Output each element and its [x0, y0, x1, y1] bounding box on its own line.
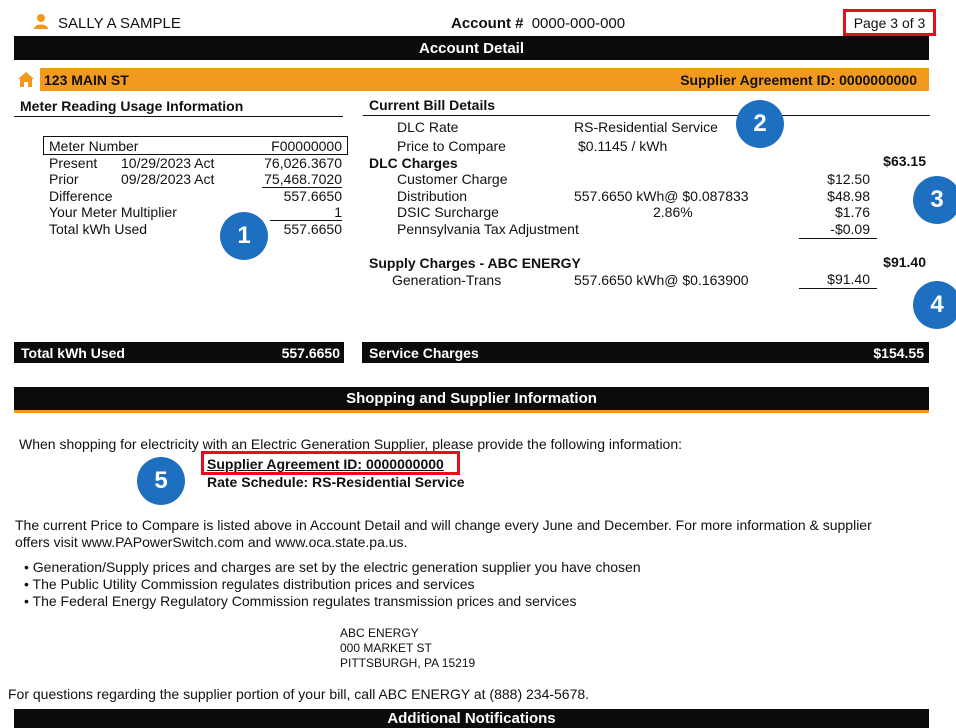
supply-charges-total: $91.40 — [883, 254, 926, 270]
shopping-bar — [14, 387, 929, 410]
meter-present-value: 76,026.3670 — [264, 155, 342, 171]
service-charges-bar — [362, 342, 929, 363]
account-label: Account # — [451, 15, 524, 32]
bullet-text: Generation/Supply prices and charges are set by the electric generation supplier you have chosen — [32, 559, 641, 575]
customer-name: SALLY A SAMPLE — [58, 15, 181, 32]
meter-present-label: Present — [49, 155, 98, 171]
meter-number-label: Meter Number — [49, 138, 139, 154]
supply-subtotal-rule — [799, 288, 877, 289]
account-detail-bar — [14, 36, 929, 60]
bill-section-title: Current Bill Details — [369, 97, 496, 113]
callout-1: 1 — [220, 212, 268, 260]
supplier-id-line: Supplier Agreement ID: 0000000000 — [207, 456, 444, 472]
ptc-note-line2: offers visit www.PAPowerSwitch.com and www.oca.state.pa.us. — [15, 534, 408, 550]
pa-tax-adjustment-label: Pennsylvania Tax Adjustment — [397, 221, 579, 237]
page-indicator — [843, 9, 936, 36]
meter-section-title: Meter Reading Usage Information — [20, 98, 244, 114]
account-number-line — [451, 15, 625, 32]
distribution-detail: 557.6650 kWh@ $0.087833 — [574, 188, 749, 204]
price-to-compare-value: $0.1145 / kWh — [578, 138, 668, 154]
meter-present-date: 10/29/2023 Act — [121, 155, 215, 171]
additional-notifications-bar — [14, 709, 929, 728]
meter-prior-date: 09/28/2023 Act — [121, 171, 215, 187]
dlc-rate-label: DLC Rate — [397, 119, 459, 135]
meter-prior-label: Prior — [49, 171, 79, 187]
meter-number-value: F00000000 — [271, 138, 342, 154]
pa-tax-adjustment-amount: -$0.09 — [830, 221, 870, 237]
dsic-surcharge-label: DSIC Surcharge — [397, 204, 499, 220]
price-to-compare-label: Price to Compare — [397, 138, 506, 154]
service-address: 123 MAIN ST — [44, 71, 129, 88]
shopping-title: Shopping and Supplier Information — [346, 390, 597, 407]
supply-charges-label: Supply Charges - ABC ENERGY — [369, 255, 581, 271]
page-label: Page 3 of 3 — [853, 14, 926, 31]
customer-charge-label: Customer Charge — [397, 171, 508, 187]
rate-schedule-line: Rate Schedule: RS-Residential Service — [207, 474, 465, 490]
bullet-text: The Federal Energy Regulatory Commission regulates transmission prices and services — [32, 593, 577, 609]
callout-4: 4 — [913, 281, 956, 329]
dlc-charges-total: $63.15 — [883, 153, 926, 169]
shopping-accent-line — [14, 410, 929, 413]
generation-trans-detail: 557.6650 kWh@ $0.163900 — [574, 272, 749, 288]
dlc-rate-value: RS-Residential Service — [574, 119, 718, 135]
bullet-item: • Generation/Supply prices and charges are set by the electric generation supplier you have chosen — [24, 559, 641, 575]
generation-trans-label: Generation-Trans — [392, 272, 502, 288]
dlc-charges-label: DLC Charges — [369, 155, 458, 171]
meter-title-rule — [14, 116, 343, 117]
meter-total-label: Total kWh Used — [49, 221, 148, 237]
total-kwh-label: Total kWh Used — [21, 344, 125, 361]
supplier-address-name: ABC ENERGY — [340, 626, 419, 640]
dlc-subtotal-rule — [799, 238, 877, 239]
service-charges-label: Service Charges — [369, 344, 479, 361]
supplier-questions-line: For questions regarding the supplier portion of your bill, call ABC ENERGY at (888) 234-5678. — [8, 686, 590, 702]
supplier-agreement-header: Supplier Agreement ID: 0000000000 — [680, 71, 917, 88]
callout-5: 5 — [137, 457, 185, 505]
customer-charge-amount: $12.50 — [827, 171, 870, 187]
meter-difference-value: 557.6650 — [283, 188, 342, 204]
meter-multiplier-label: Your Meter Multiplier — [49, 204, 177, 220]
bill-title-rule — [363, 115, 930, 116]
shopping-intro: When shopping for electricity with an Electric Generation Supplier, please provide the following information: — [19, 436, 683, 452]
bullet-text: The Public Utility Commission regulates distribution prices and services — [32, 576, 475, 592]
callout-3: 3 — [913, 176, 956, 224]
meter-multiplier-value: 1 — [334, 204, 342, 220]
total-kwh-value: 557.6650 — [281, 344, 340, 361]
meter-prior-value: 75,468.7020 — [264, 171, 342, 187]
meter-total-value: 557.6650 — [283, 221, 342, 237]
supplier-address-city: PITTSBURGH, PA 15219 — [340, 656, 476, 670]
person-icon — [33, 13, 49, 29]
account-detail-title: Account Detail — [418, 39, 524, 57]
ptc-note-line1: The current Price to Compare is listed above in Account Detail and will change every June and December. For more information & supplier — [15, 517, 872, 533]
dsic-surcharge-amount: $1.76 — [834, 204, 870, 220]
bullet-item: • The Public Utility Commission regulates distribution prices and services — [24, 576, 475, 592]
distribution-amount: $48.98 — [827, 188, 870, 204]
dsic-surcharge-detail: 2.86% — [653, 204, 693, 220]
meter-difference-label: Difference — [49, 188, 113, 204]
additional-notifications-title: Additional Notifications — [387, 710, 556, 727]
callout-2: 2 — [736, 100, 784, 148]
total-kwh-bar — [14, 342, 344, 363]
supplier-address-street: 000 MARKET ST — [340, 641, 432, 655]
account-number: 0000-000-000 — [531, 15, 626, 32]
address-bar — [40, 68, 929, 91]
service-charges-value: $154.55 — [873, 344, 924, 361]
generation-trans-amount: $91.40 — [827, 271, 870, 287]
distribution-label: Distribution — [397, 188, 468, 204]
bullet-item: • The Federal Energy Regulatory Commission regulates transmission prices and services — [24, 593, 577, 609]
home-icon — [17, 71, 35, 88]
